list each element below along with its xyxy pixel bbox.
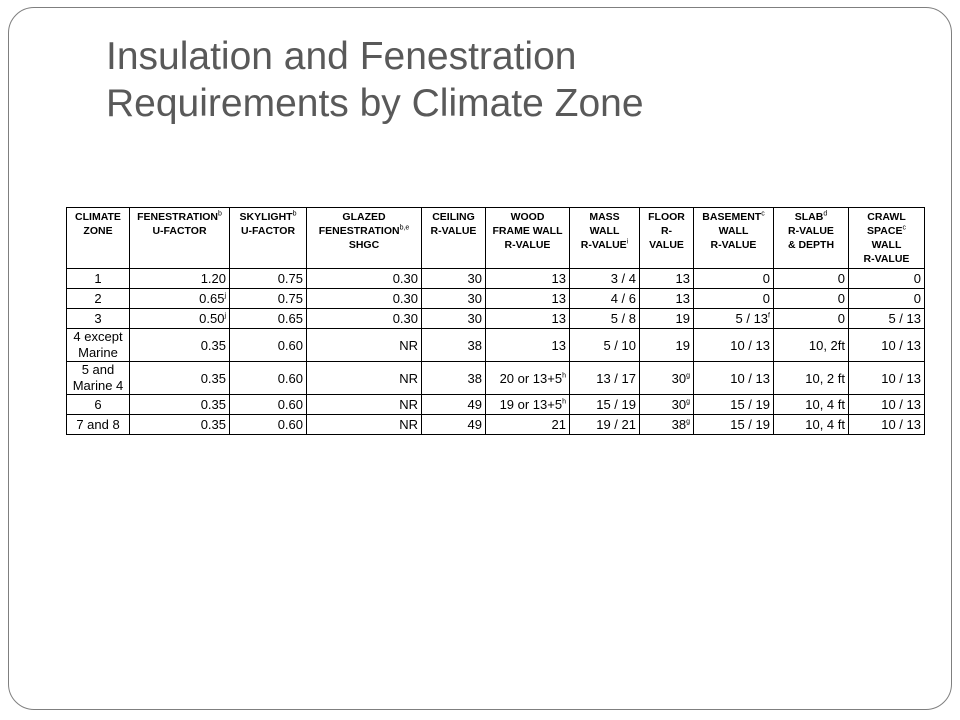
column-header-line: R- — [660, 225, 673, 237]
column-header — [849, 208, 925, 269]
footnote-marker: g — [686, 418, 690, 426]
column-header-line: R-VALUE — [788, 225, 834, 237]
cell-skylight-u-factor-value: 0.75 — [277, 271, 303, 286]
cell-wood-frame-wall-value: 21 — [551, 417, 566, 432]
footnote-marker: h — [562, 398, 566, 406]
cell-wood-frame-wall-value: 13 — [551, 291, 566, 306]
column-header — [486, 208, 570, 269]
cell-basement-wall-value: 15 / 19 — [730, 397, 770, 412]
cell-mass-wall — [570, 415, 640, 435]
footnote-marker: b,e — [399, 224, 410, 232]
cell-mass-wall — [570, 329, 640, 362]
cell-glazed-shgc — [307, 395, 422, 415]
cell-basement-wall-value: 0 — [762, 271, 770, 286]
cell-mass-wall — [570, 309, 640, 329]
cell-wood-frame-wall — [486, 395, 570, 415]
cell-basement-wall-value: 10 / 13 — [730, 370, 770, 386]
cell-slab — [774, 415, 849, 435]
column-header — [67, 208, 130, 269]
cell-crawl-space-wall-value: 5 / 13 — [888, 311, 921, 326]
cell-slab-value: 10, 4 ft — [805, 397, 845, 412]
table-row — [67, 362, 925, 395]
cell-skylight-u-factor — [230, 395, 307, 415]
cell-basement-wall — [694, 415, 774, 435]
climate-zone-line: Marine — [78, 345, 118, 360]
cell-floor-r-value-value: 13 — [675, 291, 690, 306]
cell-fenestration-u-factor-value: 0.35 — [200, 417, 226, 432]
column-header-line: SKYLIGHT$^b$ — [239, 210, 297, 223]
cell-ceiling-r-value — [422, 362, 486, 395]
cell-fenestration-u-factor-value: 0.35 — [200, 397, 226, 412]
cell-slab-value: 0 — [837, 291, 845, 306]
cell-skylight-u-factor — [230, 289, 307, 309]
column-header-line: SPACE$^c$ — [867, 224, 906, 237]
cell-slab-value: 0 — [837, 311, 845, 326]
column-header-line: WALL — [871, 239, 902, 251]
cell-mass-wall-value: 5 / 8 — [610, 311, 636, 326]
climate-zone-line: 4 except — [73, 329, 123, 344]
cell-glazed-shgc — [307, 289, 422, 309]
cell-glazed-shgc-value: NR — [399, 397, 418, 412]
cell-ceiling-r-value — [422, 395, 486, 415]
cell-ceiling-r-value-value: 30 — [467, 311, 482, 326]
column-header-line: WALL — [718, 225, 749, 237]
table-row — [67, 269, 925, 289]
cell-ceiling-r-value — [422, 329, 486, 362]
cell-fenestration-u-factor — [130, 415, 230, 435]
cell-mass-wall — [570, 289, 640, 309]
cell-climate-zone — [67, 362, 130, 395]
cell-floor-r-value — [640, 362, 694, 395]
column-header-line: U-FACTOR — [152, 225, 207, 237]
cell-basement-wall-value: 5 / 13 — [735, 311, 769, 326]
cell-fenestration-u-factor-value: 0.35 — [200, 337, 226, 353]
cell-glazed-shgc — [307, 329, 422, 362]
cell-skylight-u-factor — [230, 309, 307, 329]
cell-floor-r-value-value: 19 — [675, 311, 690, 326]
climate-zone-line: 5 and — [81, 362, 115, 377]
cell-glazed-shgc-value: 0.30 — [392, 291, 418, 306]
cell-skylight-u-factor-value: 0.60 — [277, 337, 303, 353]
column-header — [130, 208, 230, 269]
cell-glazed-shgc — [307, 309, 422, 329]
table-body — [67, 269, 925, 435]
title-line-2: Requirements by Climate Zone — [106, 82, 644, 125]
cell-climate-zone — [67, 415, 130, 435]
cell-ceiling-r-value — [422, 269, 486, 289]
cell-glazed-shgc — [307, 415, 422, 435]
column-header-line: ZONE — [83, 225, 113, 237]
cell-floor-r-value-value: 19 — [675, 337, 690, 353]
cell-ceiling-r-value-value: 38 — [467, 337, 482, 353]
cell-mass-wall-value: 4 / 6 — [610, 291, 636, 306]
column-header-line: CLIMATE — [75, 211, 121, 223]
cell-skylight-u-factor-value: 0.60 — [277, 417, 303, 432]
cell-glazed-shgc-value: 0.30 — [392, 311, 418, 326]
cell-slab-value: 10, 4 ft — [805, 417, 845, 432]
cell-skylight-u-factor — [230, 269, 307, 289]
column-header-line: R-VALUE — [504, 239, 551, 251]
cell-glazed-shgc — [307, 269, 422, 289]
cell-crawl-space-wall — [849, 395, 925, 415]
cell-crawl-space-wall — [849, 415, 925, 435]
cell-fenestration-u-factor-value: 1.20 — [200, 271, 226, 286]
cell-wood-frame-wall — [486, 309, 570, 329]
cell-crawl-space-wall — [849, 329, 925, 362]
column-header-line: R-VALUE — [430, 225, 477, 237]
cell-climate-zone — [67, 395, 130, 415]
cell-wood-frame-wall-value: 19 or 13+5 — [499, 397, 563, 412]
cell-fenestration-u-factor-value: 0.50 — [199, 311, 225, 326]
cell-climate-zone — [67, 309, 130, 329]
cell-wood-frame-wall-value: 13 — [551, 271, 566, 286]
cell-floor-r-value — [640, 415, 694, 435]
cell-skylight-u-factor — [230, 362, 307, 395]
cell-floor-r-value — [640, 309, 694, 329]
cell-basement-wall-value: 0 — [762, 291, 770, 306]
cell-floor-r-value-value: 38 — [671, 417, 687, 432]
cell-crawl-space-wall — [849, 309, 925, 329]
cell-climate-zone — [67, 269, 130, 289]
cell-mass-wall — [570, 395, 640, 415]
cell-ceiling-r-value-value: 30 — [467, 291, 482, 306]
cell-wood-frame-wall — [486, 289, 570, 309]
cell-slab-value: 10, 2ft — [808, 337, 845, 353]
climate-zone-line: 6 — [94, 396, 102, 412]
cell-crawl-space-wall-value: 10 / 13 — [881, 397, 921, 412]
cell-skylight-u-factor-value: 0.75 — [277, 291, 303, 306]
column-header — [570, 208, 640, 269]
footnote-marker: c — [902, 224, 906, 232]
cell-fenestration-u-factor — [130, 362, 230, 395]
cell-fenestration-u-factor — [130, 289, 230, 309]
footnote-marker: i — [626, 238, 629, 246]
cell-wood-frame-wall-value: 13 — [551, 311, 566, 326]
cell-fenestration-u-factor-value: 0.35 — [200, 370, 226, 386]
title-line-1: Insulation and Fenestration — [106, 35, 577, 78]
footnote-marker: j — [224, 292, 226, 300]
column-header-line: FENESTRATION$^b$ — [137, 210, 222, 223]
column-header-line: & DEPTH — [787, 239, 835, 251]
cell-floor-r-value-value: 30 — [671, 370, 687, 386]
table-row — [67, 309, 925, 329]
climate-zone-line: Marine 4 — [72, 378, 124, 393]
cell-crawl-space-wall-value: 10 / 13 — [881, 337, 921, 353]
cell-ceiling-r-value — [422, 289, 486, 309]
footnote-marker: b — [292, 210, 297, 218]
cell-skylight-u-factor — [230, 329, 307, 362]
footnote-marker: g — [686, 372, 690, 380]
footnote-marker: g — [686, 398, 690, 406]
column-header-line: U-FACTOR — [240, 225, 296, 237]
column-header-line: GLAZED — [342, 211, 386, 223]
column-header-line: MASS — [589, 211, 620, 223]
column-header — [640, 208, 694, 269]
column-header-line: FRAME WALL — [492, 225, 563, 237]
column-header-line: BASEMENT$^c$ — [702, 210, 765, 223]
column-header-line: VALUE — [649, 239, 684, 251]
cell-mass-wall-value: 3 / 4 — [610, 271, 636, 286]
cell-floor-r-value — [640, 395, 694, 415]
cell-slab-value: 10, 2 ft — [805, 370, 845, 386]
cell-basement-wall — [694, 395, 774, 415]
cell-mass-wall-value: 5 / 10 — [603, 337, 636, 353]
cell-wood-frame-wall — [486, 362, 570, 395]
cell-glazed-shgc-value: 0.30 — [392, 271, 418, 286]
cell-crawl-space-wall — [849, 289, 925, 309]
cell-crawl-space-wall-value: 10 / 13 — [881, 370, 921, 386]
column-header-line: R-VALUE — [863, 253, 910, 265]
cell-wood-frame-wall — [486, 269, 570, 289]
cell-slab — [774, 362, 849, 395]
column-header-line: SLAB$^d$ — [794, 210, 828, 223]
cell-basement-wall — [694, 329, 774, 362]
cell-skylight-u-factor-value: 0.60 — [277, 397, 303, 412]
column-header-line: FLOOR — [648, 211, 685, 223]
cell-basement-wall-value: 10 / 13 — [730, 337, 770, 353]
cell-fenestration-u-factor — [130, 309, 230, 329]
column-header — [422, 208, 486, 269]
cell-wood-frame-wall — [486, 415, 570, 435]
column-header — [307, 208, 422, 269]
cell-wood-frame-wall-value: 13 — [551, 337, 566, 353]
cell-glazed-shgc-value: NR — [399, 337, 418, 353]
cell-skylight-u-factor-value: 0.60 — [277, 370, 303, 386]
cell-wood-frame-wall-value: 20 or 13+5 — [499, 370, 563, 386]
footnote-marker: b — [217, 210, 222, 218]
cell-slab — [774, 329, 849, 362]
cell-mass-wall-value: 13 / 17 — [596, 370, 636, 386]
table-header-row — [67, 208, 925, 269]
cell-floor-r-value — [640, 289, 694, 309]
climate-zone-line: 7 and 8 — [76, 416, 120, 432]
table-row — [67, 329, 925, 362]
table-row — [67, 289, 925, 309]
cell-fenestration-u-factor — [130, 329, 230, 362]
cell-ceiling-r-value — [422, 309, 486, 329]
footnote-marker: f — [768, 312, 770, 320]
cell-mass-wall — [570, 269, 640, 289]
cell-basement-wall — [694, 309, 774, 329]
table-row — [67, 395, 925, 415]
footnote-marker: d — [823, 210, 828, 218]
cell-crawl-space-wall-value: 0 — [913, 291, 921, 306]
footnote-marker: c — [761, 210, 765, 218]
cell-skylight-u-factor-value: 0.65 — [277, 311, 303, 326]
footnote-marker: h — [562, 372, 566, 380]
cell-slab — [774, 269, 849, 289]
cell-basement-wall-value: 15 / 19 — [730, 417, 770, 432]
climate-zone-line: 3 — [94, 310, 102, 326]
cell-glazed-shgc — [307, 362, 422, 395]
column-header-line: FENESTRATION$^{b,e}$ — [318, 224, 410, 237]
cell-ceiling-r-value-value: 30 — [467, 271, 482, 286]
cell-glazed-shgc-value: NR — [399, 370, 418, 386]
cell-mass-wall-value: 19 / 21 — [596, 417, 636, 432]
column-header — [230, 208, 307, 269]
cell-mass-wall — [570, 362, 640, 395]
cell-slab — [774, 289, 849, 309]
cell-fenestration-u-factor-value: 0.65 — [199, 291, 225, 306]
column-header-line: CRAWL — [867, 211, 906, 223]
cell-wood-frame-wall — [486, 329, 570, 362]
cell-floor-r-value — [640, 269, 694, 289]
climate-zone-line: 2 — [94, 290, 102, 306]
cell-skylight-u-factor — [230, 415, 307, 435]
cell-ceiling-r-value-value: 38 — [467, 370, 482, 386]
cell-basement-wall — [694, 289, 774, 309]
column-header-line: R-VALUE — [710, 239, 757, 251]
cell-ceiling-r-value-value: 49 — [467, 417, 482, 432]
table-row — [67, 415, 925, 435]
cell-floor-r-value-value: 13 — [675, 271, 690, 286]
cell-mass-wall-value: 15 / 19 — [596, 397, 636, 412]
cell-fenestration-u-factor — [130, 269, 230, 289]
cell-fenestration-u-factor — [130, 395, 230, 415]
cell-floor-r-value-value: 30 — [671, 397, 687, 412]
cell-slab — [774, 309, 849, 329]
cell-crawl-space-wall — [849, 269, 925, 289]
column-header-line: SHGC — [348, 239, 380, 251]
footnote-marker: j — [224, 312, 226, 320]
column-header — [694, 208, 774, 269]
cell-glazed-shgc-value: NR — [399, 417, 418, 432]
cell-crawl-space-wall-value: 10 / 13 — [881, 417, 921, 432]
cell-ceiling-r-value — [422, 415, 486, 435]
column-header — [774, 208, 849, 269]
cell-ceiling-r-value-value: 49 — [467, 397, 482, 412]
climate-zone-line: 1 — [94, 270, 102, 286]
cell-climate-zone — [67, 329, 130, 362]
cell-floor-r-value — [640, 329, 694, 362]
requirements-table — [66, 207, 925, 435]
cell-crawl-space-wall — [849, 362, 925, 395]
cell-climate-zone — [67, 289, 130, 309]
cell-crawl-space-wall-value: 0 — [913, 271, 921, 286]
cell-basement-wall — [694, 269, 774, 289]
cell-basement-wall — [694, 362, 774, 395]
cell-slab-value: 0 — [837, 271, 845, 286]
column-header-line: WOOD — [510, 211, 545, 223]
slide-title — [106, 33, 926, 127]
cell-slab — [774, 395, 849, 415]
column-header-line: CEILING — [432, 211, 475, 223]
column-header-line: WALL — [589, 225, 620, 237]
column-header-line: R-VALUE$^i$ — [580, 238, 629, 251]
